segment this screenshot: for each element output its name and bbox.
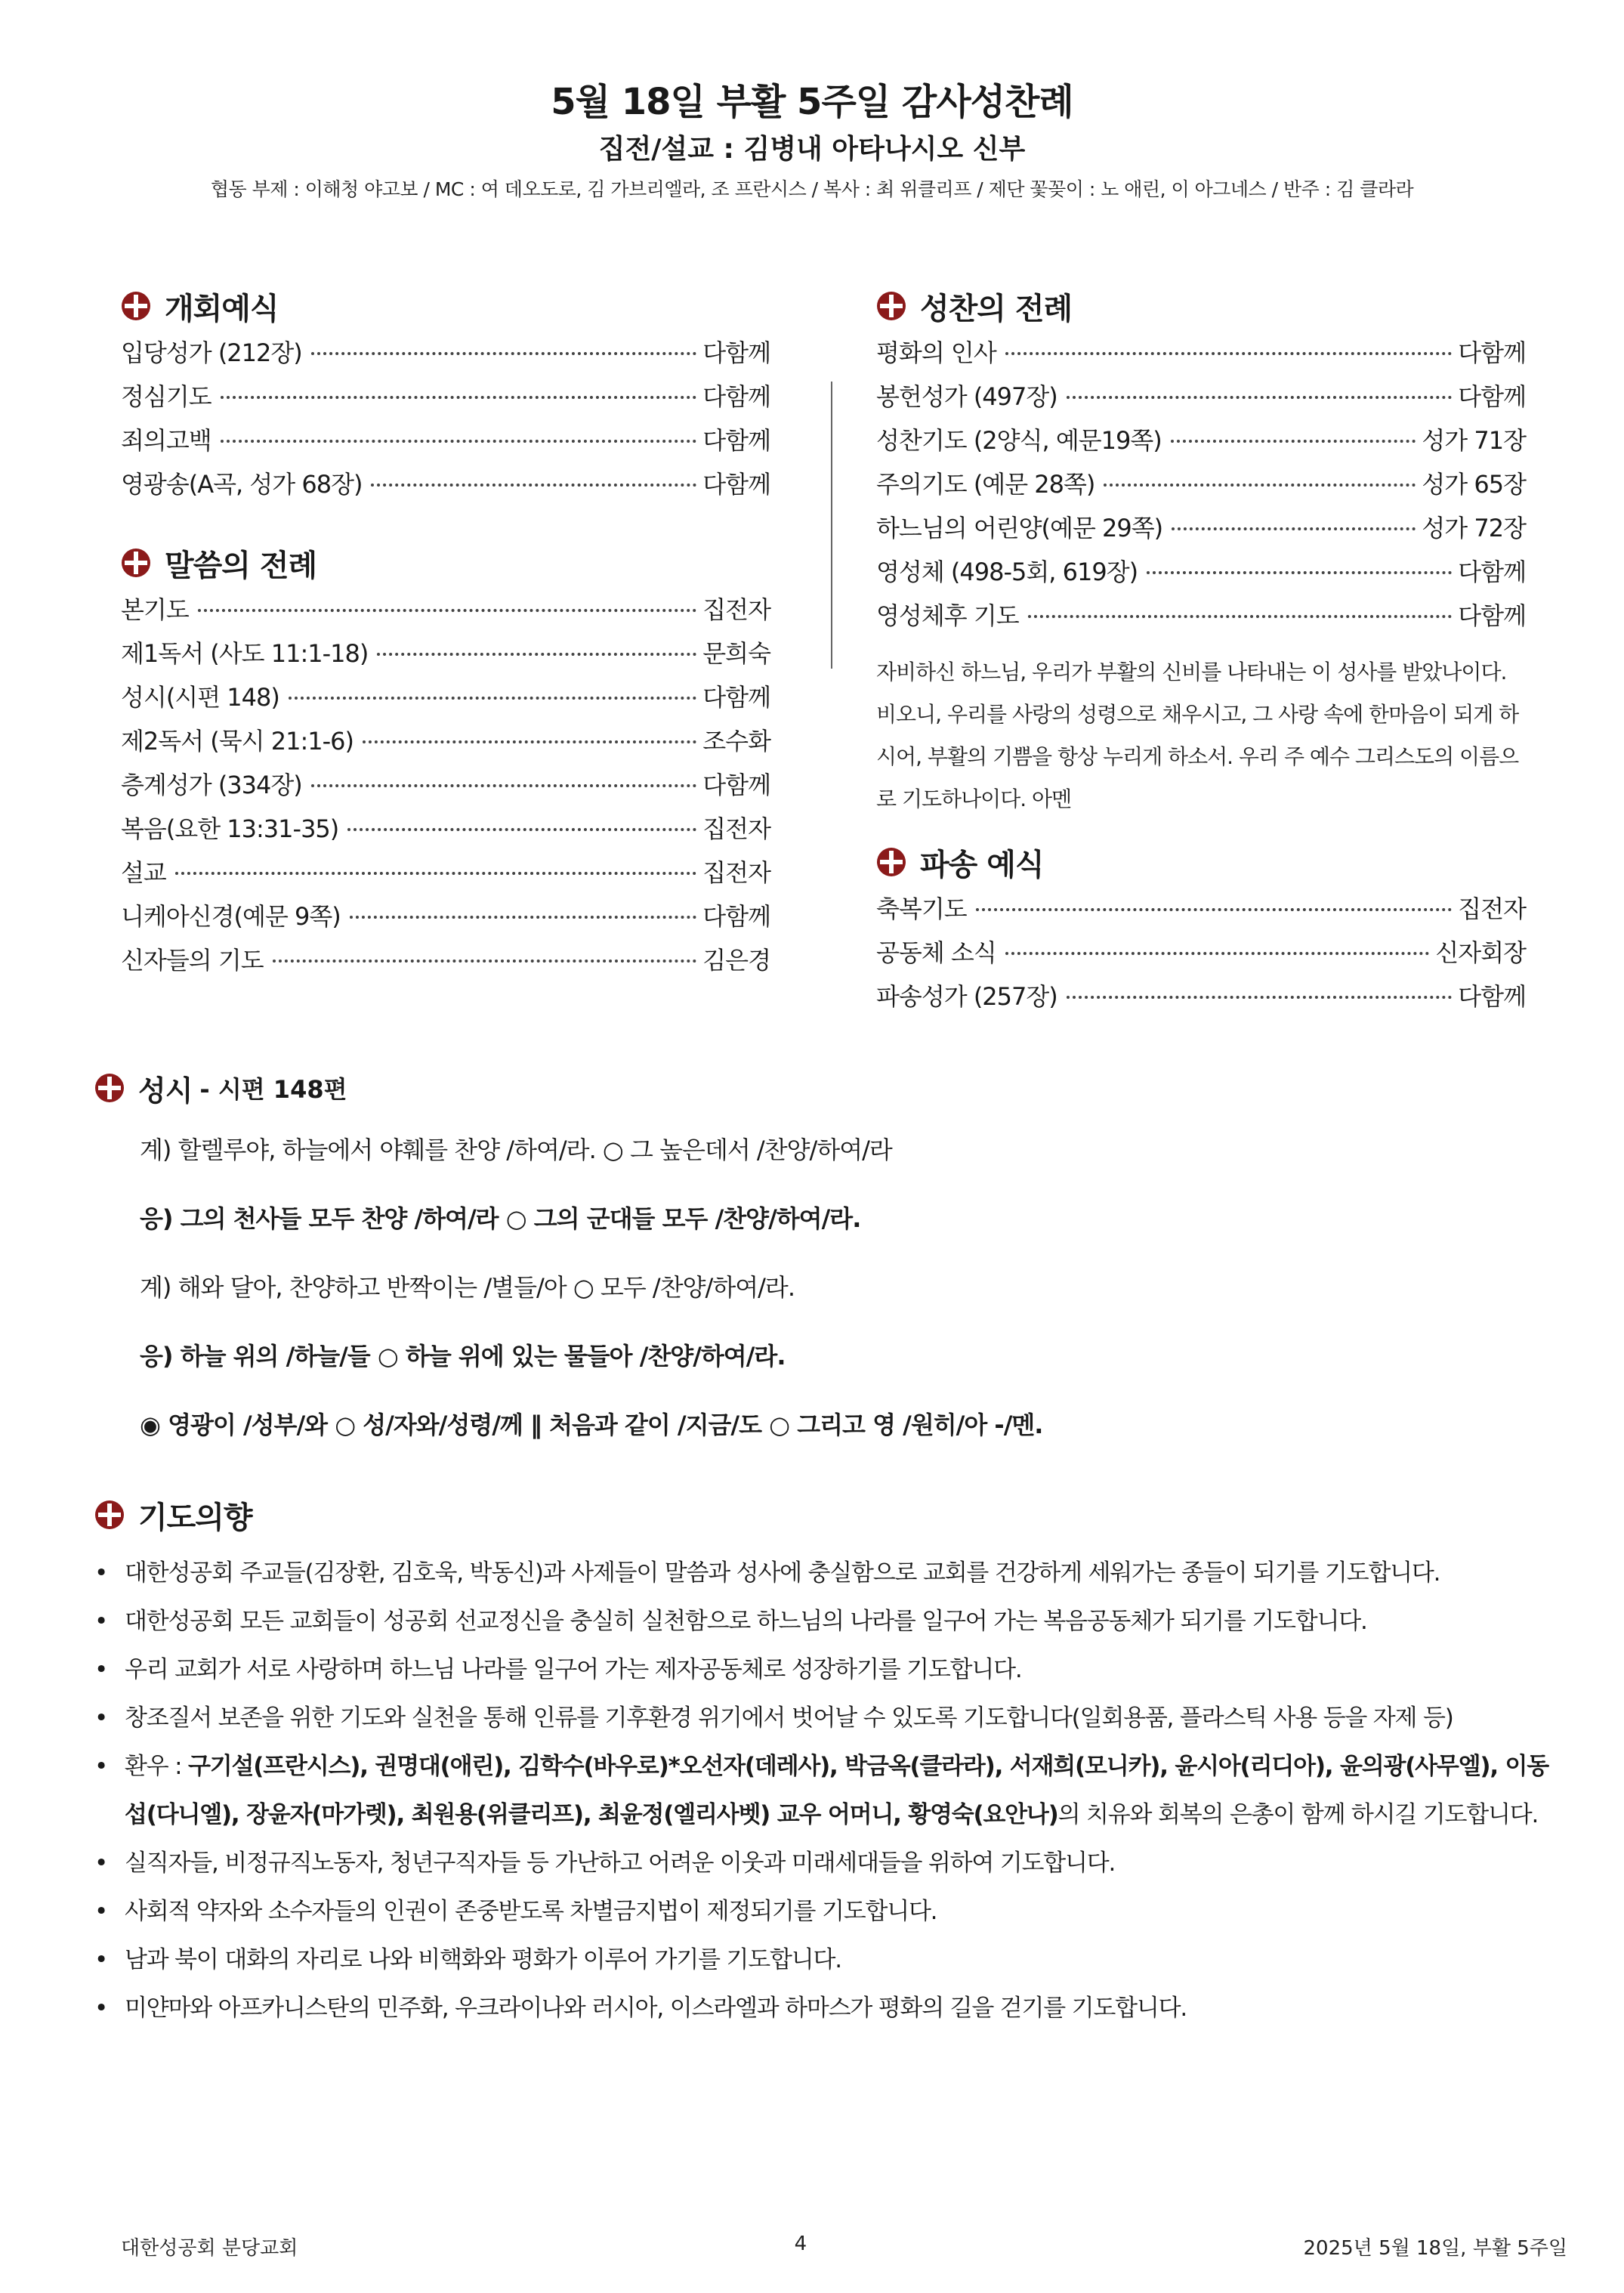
cross-icon <box>876 291 906 321</box>
item-name: 공동체 소식 <box>876 938 996 967</box>
intentions-section <box>94 1488 1567 2032</box>
order-item <box>121 898 770 941</box>
item-leader: 성가 65장 <box>1422 470 1526 499</box>
list-item-sick <box>94 1742 1567 1839</box>
page-subtitle: 집전/설교 : 김병내 아타나시오 신부 <box>598 134 1026 165</box>
section-title: 말씀의 전례 <box>165 548 317 583</box>
order-item <box>121 422 770 465</box>
list-item: • 사회적 약자와 소수자들의 인권이 존중받도록 차별금지법이 제정되기를 기도합니다. <box>94 1887 1567 1936</box>
leader-dots <box>1172 527 1416 530</box>
list-item: • 우리 교회가 서로 사랑하며 하느님 나라를 일구어 가는 제자공동체로 성장하기를 기도합니다. <box>94 1646 1567 1694</box>
list-item: • 미얀마와 아프카니스탄의 민주화, 우크라이나와 러시아, 이스라엘과 하마스가 평화의 길을 걷기를 기도합니다. <box>94 1984 1567 2032</box>
order-item <box>876 334 1526 378</box>
opening-list <box>121 334 770 509</box>
order-item <box>876 978 1526 1021</box>
item-name: 하느님의 어린양(예문 29쪽) <box>876 514 1163 542</box>
footer-church: 대한성공회 분당교회 <box>121 2237 298 2260</box>
leader-dots <box>1028 615 1453 618</box>
column-divider <box>831 382 832 669</box>
section-heading-word <box>121 536 770 589</box>
item-leader: 다함께 <box>1458 982 1526 1011</box>
section-title: 성시 <box>138 1074 193 1108</box>
cross-icon <box>121 291 151 321</box>
section-title: 개회예식 <box>165 291 279 326</box>
order-item <box>876 890 1526 934</box>
leader-dots <box>347 828 696 831</box>
leader-dots <box>1005 952 1430 955</box>
cross-icon <box>94 1500 125 1530</box>
item-leader: 다함께 <box>1458 601 1526 630</box>
order-item <box>876 465 1526 509</box>
cross-icon <box>94 1073 125 1103</box>
item-leader: 조수화 <box>702 727 770 756</box>
item-leader: 다함께 <box>702 338 770 367</box>
sick-suffix: 의 치유와 회복의 은총이 함께 하시길 기도합니다. <box>1057 1801 1539 1828</box>
item-leader: 다함께 <box>1458 338 1526 367</box>
order-item <box>121 334 770 378</box>
item-leader: 다함께 <box>1458 558 1526 586</box>
leader-dots <box>221 396 697 399</box>
psalm-line: 응) 그의 천사들 모두 찬양 /하여/라 ○ 그의 군대들 모두 /찬양/하여/라. <box>140 1204 861 1233</box>
item-name: 파송성가 (257장) <box>876 982 1057 1011</box>
item-leader: 다함께 <box>702 683 770 712</box>
item-name: 영성체 (498-5회, 619장) <box>876 558 1138 586</box>
list-item: • 대한성공회 모든 교회들이 성공회 선교정신을 충실히 실천함으로 하느님의 나라를 일구어 가는 복음공동체가 되기를 기도합니다. <box>94 1597 1567 1646</box>
leader-dots <box>311 784 696 787</box>
list-item: • 창조질서 보존을 위한 기도와 실천을 통해 인류를 기후환경 위기에서 벗어날 수 있도록 기도합니다(일회용품, 플라스틱 사용 등을 자제 등) <box>94 1694 1567 1742</box>
leader-dots <box>350 916 696 919</box>
order-item <box>121 678 770 722</box>
order-item <box>121 378 770 422</box>
section-heading-intentions <box>94 1488 1567 1541</box>
item-name: 봉헌성가 (497장) <box>876 382 1057 411</box>
item-leader: 집전자 <box>1458 895 1526 923</box>
order-item <box>876 553 1526 597</box>
leader-dots <box>175 872 696 875</box>
item-name: 주의기도 (예문 28쪽) <box>876 470 1095 499</box>
leader-dots <box>1067 396 1452 399</box>
order-item <box>121 722 770 766</box>
item-leader: 다함께 <box>702 902 770 931</box>
order-item <box>876 509 1526 553</box>
eucharist-list <box>876 334 1526 641</box>
leader-dots <box>311 352 696 355</box>
cross-icon <box>121 548 151 578</box>
section-heading-eucharist <box>876 280 1526 332</box>
item-name: 성시(시편 148) <box>121 683 279 712</box>
item-leader: 성가 72장 <box>1422 514 1526 542</box>
psalm-line: 계) 할렐루야, 하늘에서 야훼를 찬양 /하여/라. ○ 그 높은데서 /찬양/하여/라 <box>140 1136 892 1164</box>
list-item: • 남과 북이 대화의 자리로 나와 비핵화와 평화가 이루어 가기를 기도합니다. <box>94 1936 1567 1984</box>
section-title: 기도의향 <box>138 1500 252 1535</box>
sick-prefix: 환우 : <box>125 1753 189 1780</box>
section-subtitle: - 시편 148편 <box>199 1075 347 1104</box>
order-item <box>876 597 1526 641</box>
item-name: 죄의고백 <box>121 426 211 455</box>
psalm-section <box>94 1062 1530 1460</box>
order-item <box>121 810 770 854</box>
item-name: 제1독서 (사도 11:1-18) <box>121 639 369 668</box>
section-title: 파송 예식 <box>920 847 1044 882</box>
item-leader: 문희숙 <box>702 639 770 668</box>
leader-dots <box>221 440 697 443</box>
item-name: 평화의 인사 <box>876 338 996 367</box>
leader-dots <box>273 960 697 963</box>
item-leader: 다함께 <box>702 426 770 455</box>
item-name: 제2독서 (묵시 21:1-6) <box>121 727 354 756</box>
sick-names: 구기설(프란시스), 권명대(애린), 김학수(바우로)*오선자(데레사), 박금옥(클라라), 서재희(모니카), 윤시아(리디아), 윤의광(사무엘), 이동섭(다니엘), 장윤자(마가렛), 최원용(위클리프), 최윤정(엘리사벳) 교우 어머니, 황영숙(요안나) <box>125 1753 1549 1828</box>
item-name: 니케아신경(예문 9쪽) <box>121 902 341 931</box>
item-name: 설교 <box>121 858 166 887</box>
item-leader: 집전자 <box>702 814 770 843</box>
item-name: 신자들의 기도 <box>121 946 264 975</box>
item-name: 입당성가 (212장) <box>121 338 302 367</box>
leader-dots <box>976 908 1453 911</box>
item-leader: 다함께 <box>702 470 770 499</box>
page-title: 5월 18일 부활 5주일 감사성찬례 <box>551 81 1073 123</box>
leader-dots <box>1005 352 1453 355</box>
order-item <box>876 422 1526 465</box>
page-footer <box>121 2233 1567 2261</box>
left-column <box>121 280 770 985</box>
item-name: 정심기도 <box>121 382 211 411</box>
order-item <box>876 378 1526 422</box>
list-item: • 실직자들, 비정규직노동자, 청년구직자들 등 가난하고 어려운 이웃과 미래세대들을 위하여 기도합니다. <box>94 1839 1567 1887</box>
item-name: 성찬기도 (2양식, 예문19쪽) <box>876 426 1162 455</box>
page-number: 4 <box>794 2233 807 2255</box>
item-name: 영광송(A곡, 성가 68장) <box>121 470 363 499</box>
leader-dots <box>1104 484 1416 487</box>
item-leader: 집전자 <box>702 858 770 887</box>
ministry-credits: 협동 부제 : 이해청 야고보 / MC : 여 데오도로, 김 가브리엘라, 조 프란시스 / 복사 : 최 위클리프 / 제단 꽃꽂이 : 노 애린, 이 아그네스 / 반주 : 김 클라라 <box>210 178 1414 200</box>
psalm-line: 계) 해와 달아, 찬양하고 반짝이는 /별들/아 ○ 모두 /찬양/하여/라. <box>140 1273 795 1302</box>
section-heading-psalm <box>94 1062 1530 1114</box>
post-communion-prayer: 자비하신 하느님, 우리가 부활의 신비를 나타내는 이 성사를 받았나이다. 비오니, 우리를 사랑의 성령으로 채우시고, 그 사랑 속에 한마음이 되게 하시어, 부활의 기쁨을 항상 누리게 하소서. 우리 주 예수 그리스도의 이름으로 기도하나이다. 아멘 <box>876 660 1519 811</box>
section-heading-opening <box>121 280 770 332</box>
word-list <box>121 591 770 985</box>
leader-dots <box>363 740 696 743</box>
leader-dots <box>1067 996 1452 999</box>
bulletin-header <box>0 76 1624 209</box>
item-name: 복음(요한 13:31-35) <box>121 814 339 843</box>
item-leader: 성가 71장 <box>1422 426 1526 455</box>
item-leader: 김은경 <box>702 946 770 975</box>
order-item <box>121 465 770 509</box>
leader-dots <box>1147 571 1452 574</box>
intentions-list <box>94 1549 1567 2032</box>
right-column <box>876 280 1526 1021</box>
order-item <box>876 934 1526 978</box>
item-leader: 다함께 <box>702 771 770 799</box>
psalm-line: 응) 하늘 위의 /하늘/들 ○ 하늘 위에 있는 물들아 /찬양/하여/라. <box>140 1342 786 1371</box>
leader-dots <box>289 697 696 700</box>
item-name: 층계성가 (334장) <box>121 771 302 799</box>
list-item: • 대한성공회 주교들(김장환, 김호욱, 박동신)과 사제들이 말씀과 성사에 충실함으로 교회를 건강하게 세워가는 종들이 되기를 기도합니다. <box>94 1549 1567 1597</box>
leader-dots <box>198 609 697 612</box>
item-name: 영성체후 기도 <box>876 601 1019 630</box>
order-item <box>121 766 770 810</box>
footer-date: 2025년 5월 18일, 부활 5주일 <box>1303 2237 1567 2260</box>
order-item <box>121 854 770 898</box>
item-leader: 다함께 <box>1458 382 1526 411</box>
cross-icon <box>876 847 906 877</box>
section-title: 성찬의 전례 <box>920 291 1073 326</box>
leader-dots <box>377 653 696 656</box>
item-name: 본기도 <box>121 595 189 624</box>
dismissal-list <box>876 890 1526 1021</box>
order-item <box>121 941 770 985</box>
item-name: 축복기도 <box>876 895 967 923</box>
item-leader: 집전자 <box>702 595 770 624</box>
section-heading-dismissal <box>876 836 1526 888</box>
order-item <box>121 635 770 678</box>
psalm-line: ◉ 영광이 /성부/와 ○ 성/자와/성령/께 ‖ 처음과 같이 /지금/도 ○ 그리고 영 /원히/아 -/멘. <box>140 1411 1043 1439</box>
leader-dots <box>371 484 696 487</box>
item-leader: 다함께 <box>702 382 770 411</box>
item-leader: 신자회장 <box>1435 938 1526 967</box>
leader-dots <box>1171 440 1416 443</box>
spacer <box>121 509 770 536</box>
order-item <box>121 591 770 635</box>
